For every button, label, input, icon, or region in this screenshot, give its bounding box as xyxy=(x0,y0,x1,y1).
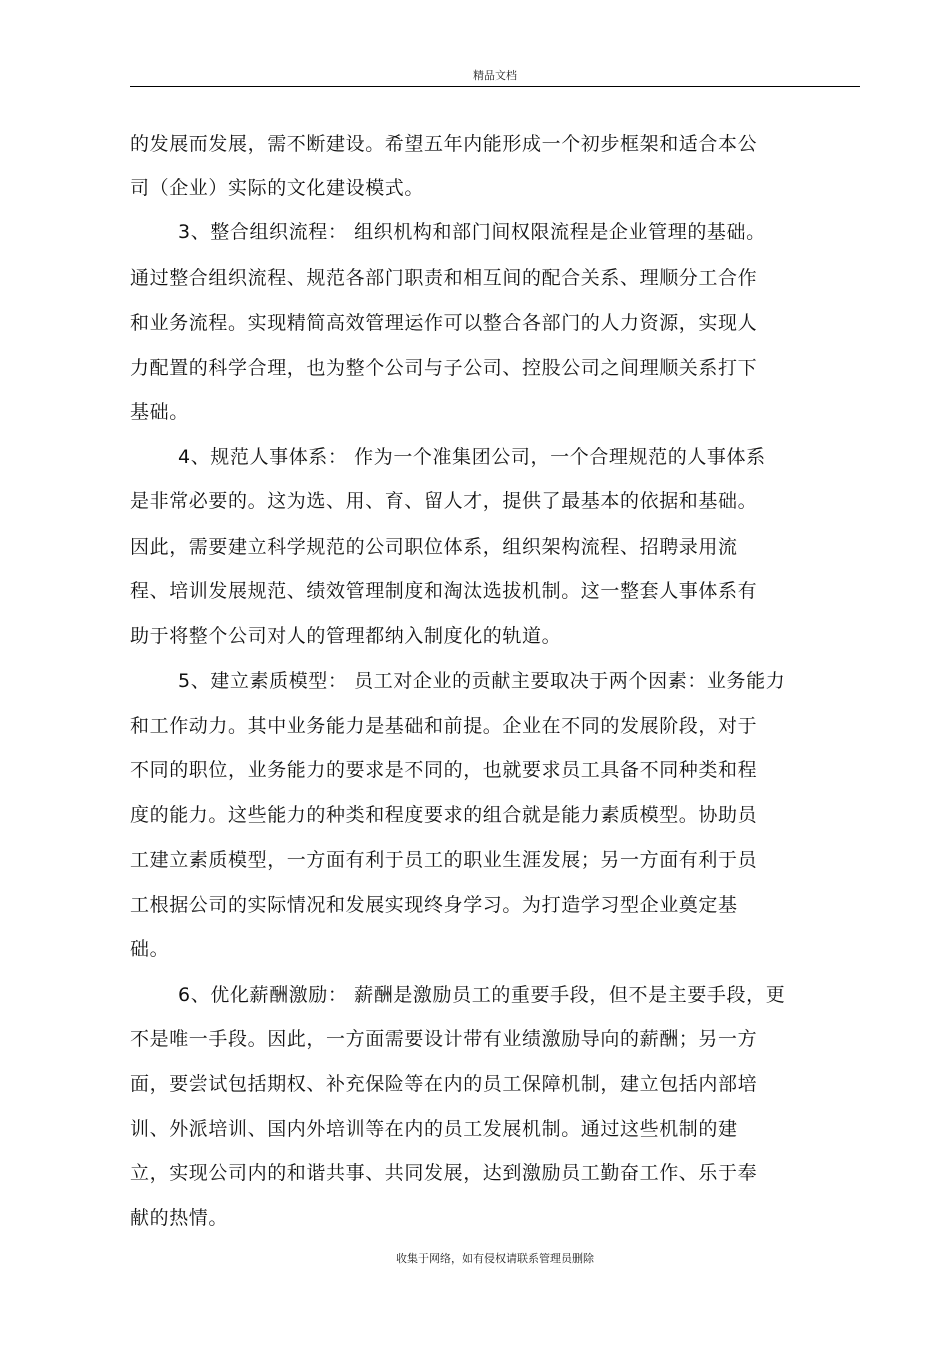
page-header: 精品文档 xyxy=(473,69,517,82)
text-line: 力配置的科学合理，也为整个公司与子公司、控股公司之间理顺关系打下 xyxy=(130,357,758,379)
text-line: 和工作动力。其中业务能力是基础和前提。企业在不同的发展阶段，对于 xyxy=(130,715,758,737)
text-line: 程、培训发展规范、绩效管理制度和淘汰选拔机制。这一整套人事体系有 xyxy=(130,580,758,602)
text-line: 面，要尝试包括期权、补充保险等在内的员工保障机制，建立包括内部培 xyxy=(130,1073,758,1095)
text-line: 的发展而发展，需不断建设。希望五年内能形成一个初步框架和适合本公 xyxy=(130,133,758,155)
header-divider xyxy=(130,86,860,87)
text-line: 不是唯一手段。因此，一方面需要设计带有业绩激励导向的薪酬；另一方 xyxy=(130,1028,758,1050)
text-line: 通过整合组织流程、规范各部门职责和相互间的配合关系、理顺分工合作 xyxy=(130,267,758,289)
text-line: 不同的职位，业务能力的要求是不同的，也就要求员工具备不同种类和程 xyxy=(130,759,758,781)
text-line: 助于将整个公司对人的管理都纳入制度化的轨道。 xyxy=(130,625,562,647)
page-footer: 收集于网络，如有侵权请联系管理员删除 xyxy=(396,1252,594,1265)
text-line: 工根据公司的实际情况和发展实现终身学习。为打造学习型企业奠定基 xyxy=(130,894,738,916)
text-line: 立，实现公司内的和谐共事、共同发展，达到激励员工勤奋工作、乐于奉 xyxy=(130,1162,758,1184)
text-line: 础。 xyxy=(130,938,170,960)
text-line: 基础。 xyxy=(130,401,189,423)
paragraph-heading-line: 4、规范人事体系： 作为一个准集团公司，一个合理规范的人事体系 xyxy=(178,446,766,468)
text-line: 因此，需要建立科学规范的公司职位体系，组织架构流程、招聘录用流 xyxy=(130,536,738,558)
paragraph-heading-line: 3、整合组织流程： 组织机构和部门间权限流程是企业管理的基础。 xyxy=(178,221,766,243)
paragraph-heading-line: 6、优化薪酬激励： 薪酬是激励员工的重要手段，但不是主要手段，更 xyxy=(178,984,786,1006)
text-line: 训、外派培训、国内外培训等在内的员工发展机制。通过这些机制的建 xyxy=(130,1118,738,1140)
text-line: 工建立素质模型，一方面有利于员工的职业生涯发展；另一方面有利于员 xyxy=(130,849,758,871)
paragraph-heading-line: 5、建立素质模型： 员工对企业的贡献主要取决于两个因素：业务能力 xyxy=(178,670,786,692)
text-line: 度的能力。这些能力的种类和程度要求的组合就是能力素质模型。协助员 xyxy=(130,804,758,826)
text-line: 和业务流程。实现精简高效管理运作可以整合各部门的人力资源，实现人 xyxy=(130,312,758,334)
text-line: 献的热情。 xyxy=(130,1207,229,1229)
text-line: 是非常必要的。这为选、用、育、留人才，提供了最基本的依据和基础。 xyxy=(130,490,758,512)
text-line: 司（企业）实际的文化建设模式。 xyxy=(130,177,425,199)
